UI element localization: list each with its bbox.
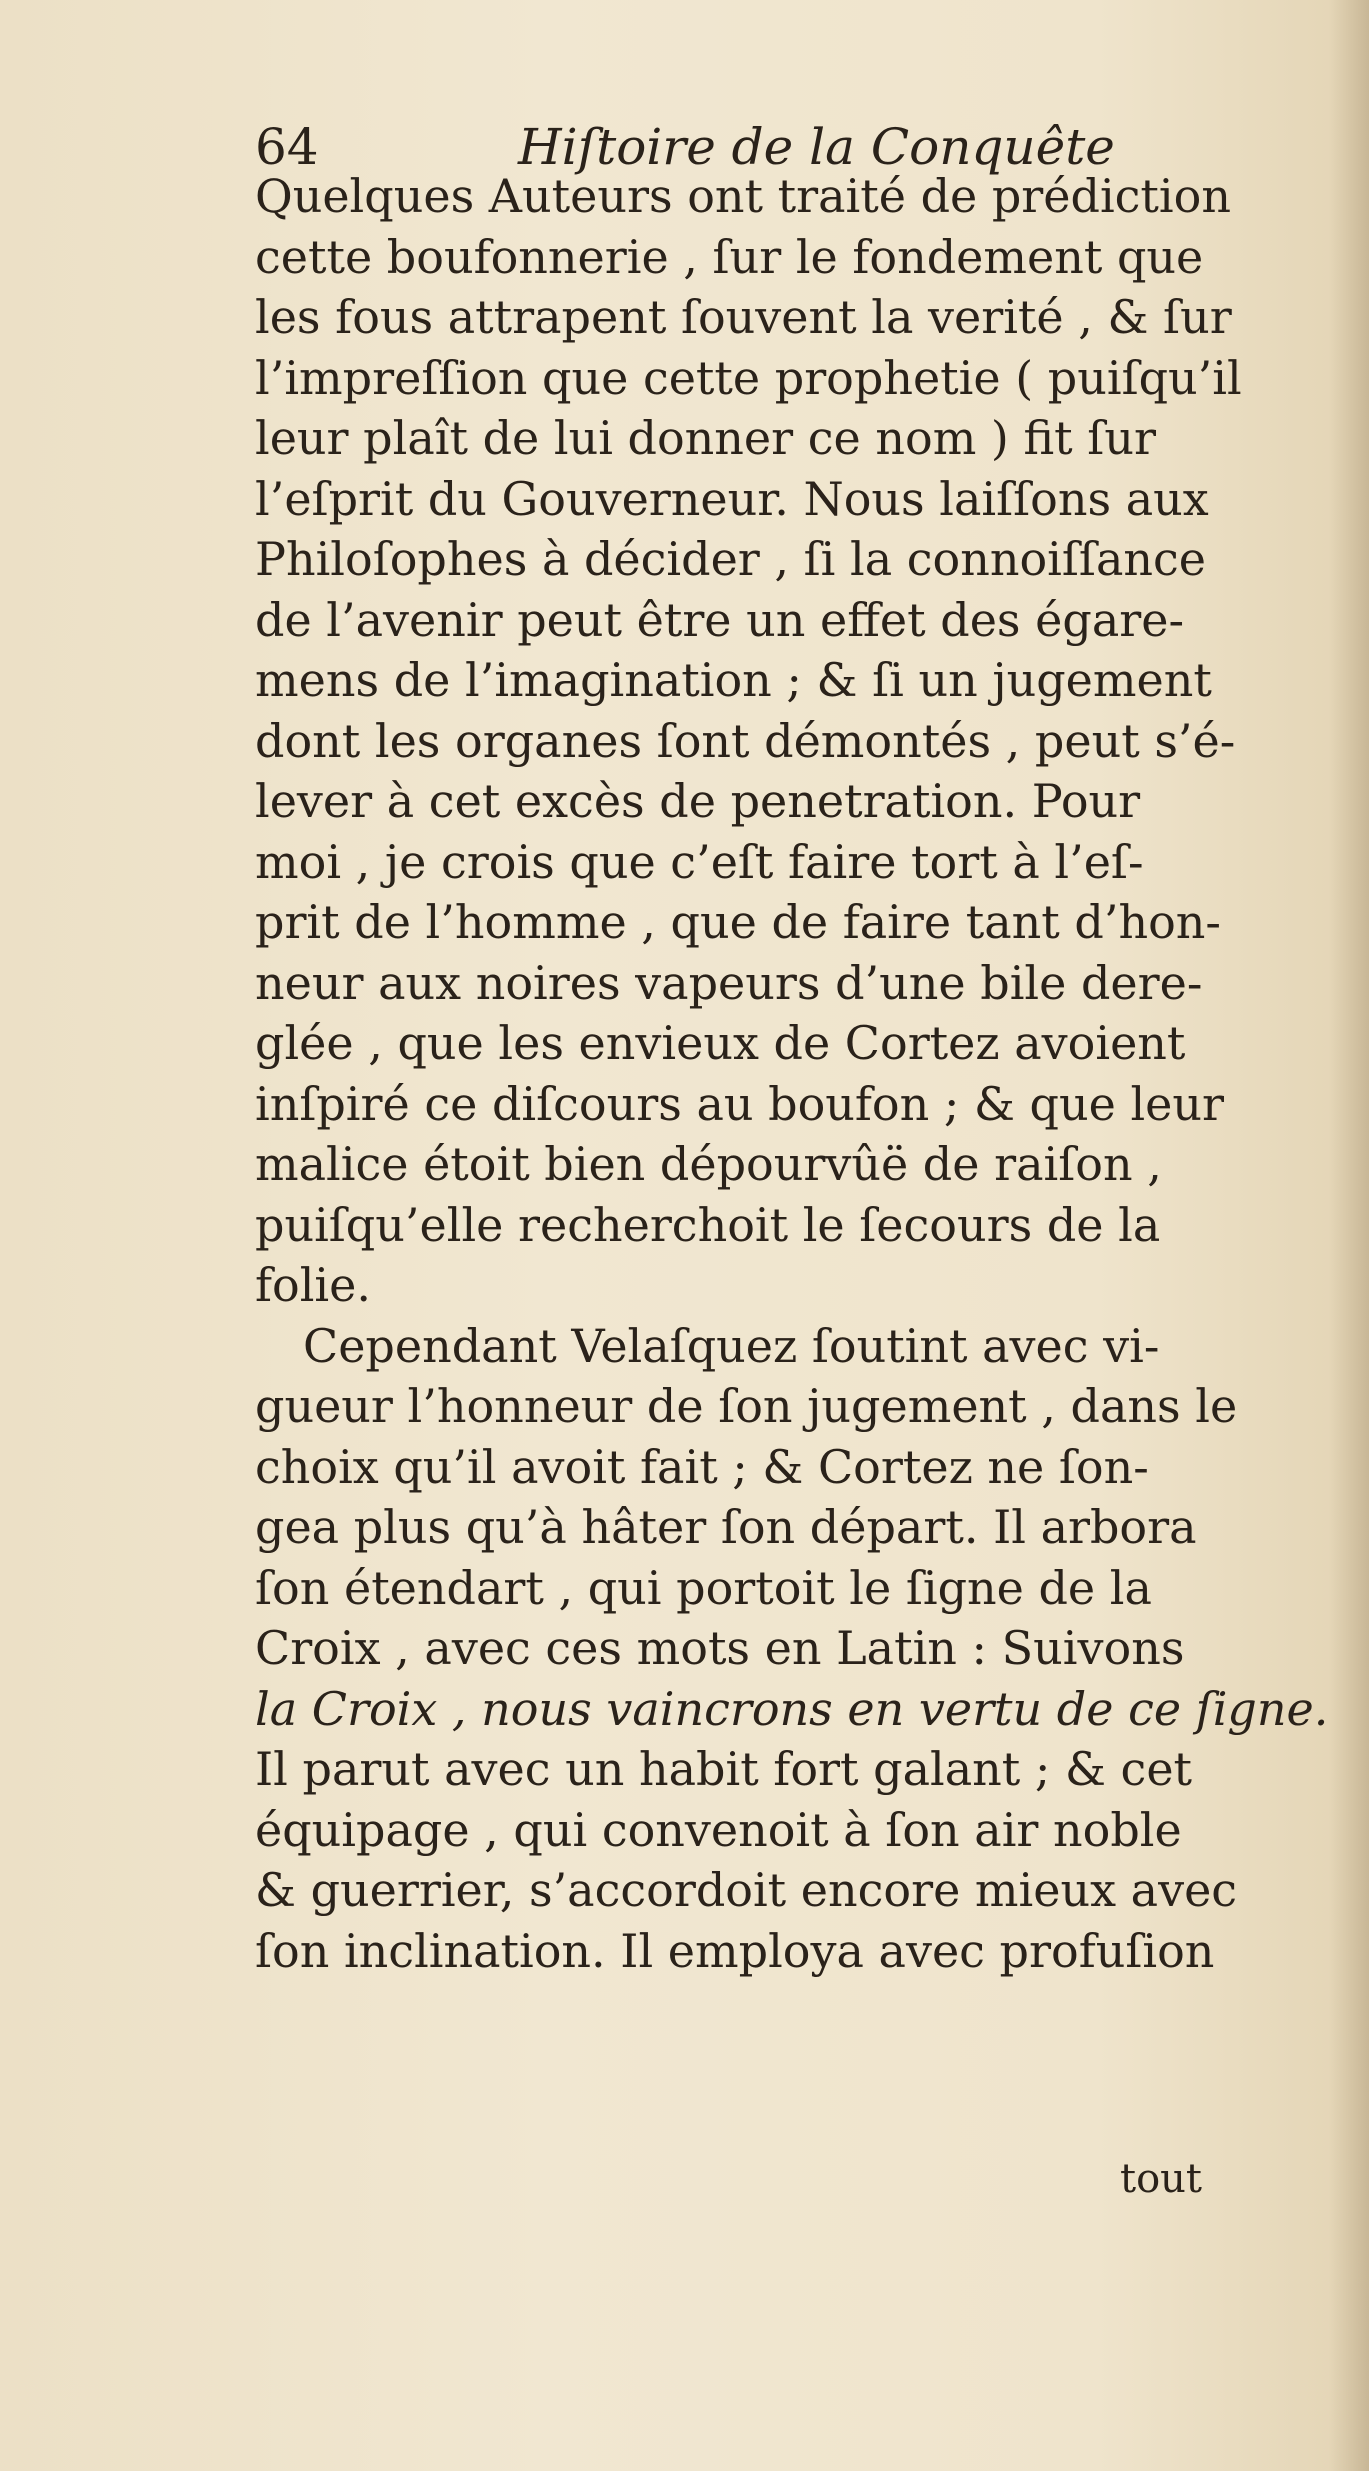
- text-line: Philoſophes à décider , ſi la connoiſſance: [255, 532, 1206, 586]
- text-line: & guerrier, s’accordoit encore mieux avec: [255, 1863, 1238, 1917]
- text-line: leur plaît de lui donner ce nom ) fit ſur: [255, 411, 1156, 465]
- text-line: Croix , avec ces mots en Latin : Suivons: [255, 1621, 1185, 1675]
- catchword: tout: [1120, 2156, 1202, 2202]
- text-line: équipage , qui convenoit à ſon air noble: [255, 1802, 1182, 1857]
- text-line: malice étoit bien dépourvûë de raiſon ,: [255, 1137, 1162, 1191]
- text-line: mens de l’imagination ; & ſi un jugement: [255, 653, 1212, 707]
- text-line: les fous attrapent ſouvent la verité , & ſur: [255, 290, 1232, 344]
- text-line: lever à cet excès de penetration. Pour: [255, 774, 1141, 828]
- text-line: Il parut avec un habit fort galant ; & cet: [255, 1742, 1193, 1796]
- text-line: dont les organes ſont démontés , peut s’é-: [255, 713, 1236, 768]
- text-line: l’eſprit du Gouverneur. Nous laiſſons aux: [255, 471, 1209, 526]
- text-line: gea plus qu’à hâter ſon départ. Il arbora: [255, 1500, 1197, 1554]
- text-line: neur aux noires vapeurs d’une bile dere-: [255, 955, 1203, 1010]
- text-line: gueur l’honneur de ſon jugement , dans le: [255, 1379, 1238, 1433]
- text-line: de l’avenir peut être un effet des égare-: [255, 592, 1185, 647]
- page-gutter-shadow: [1329, 0, 1369, 2471]
- text-line: choix qu’il avoit fait ; & Cortez ne ſon-: [255, 1439, 1149, 1494]
- text-line: prit de l’homme , que de faire tant d’hon-: [255, 895, 1221, 949]
- text-line: la Croix , nous vaincrons en vertu de ce ſigne.: [255, 1681, 1329, 1736]
- text-line: puiſqu’elle recherchoit le ſecours de la: [255, 1197, 1161, 1252]
- text-line: glée , que les envieux de Cortez avoient: [255, 1016, 1186, 1070]
- page-number: 64: [255, 118, 319, 176]
- text-line: inſpiré ce diſcours au boufon ; & que leur: [255, 1076, 1225, 1131]
- text-line: ſon étendart , qui portoit le ſigne de la: [255, 1560, 1152, 1615]
- body-text: [255, 166, 1335, 1981]
- text-line: Cependant Velaſquez ſoutint avec vi-: [303, 1318, 1160, 1373]
- text-line: moi , je crois que c’eſt faire tort à l’eſ-: [255, 834, 1144, 889]
- text-line: folie.: [255, 1258, 371, 1312]
- text-line: cette boufonnerie , ſur le fondement que: [255, 229, 1204, 284]
- running-title: Hiſtoire de la Conquête: [518, 118, 1115, 176]
- text-line: Quelques Auteurs ont traité de prédiction: [255, 169, 1231, 223]
- text-line: l’impreſſion que cette prophetie ( puiſqu’il: [255, 350, 1242, 405]
- text-line: ſon inclination. Il employa avec profuſion: [255, 1923, 1215, 1978]
